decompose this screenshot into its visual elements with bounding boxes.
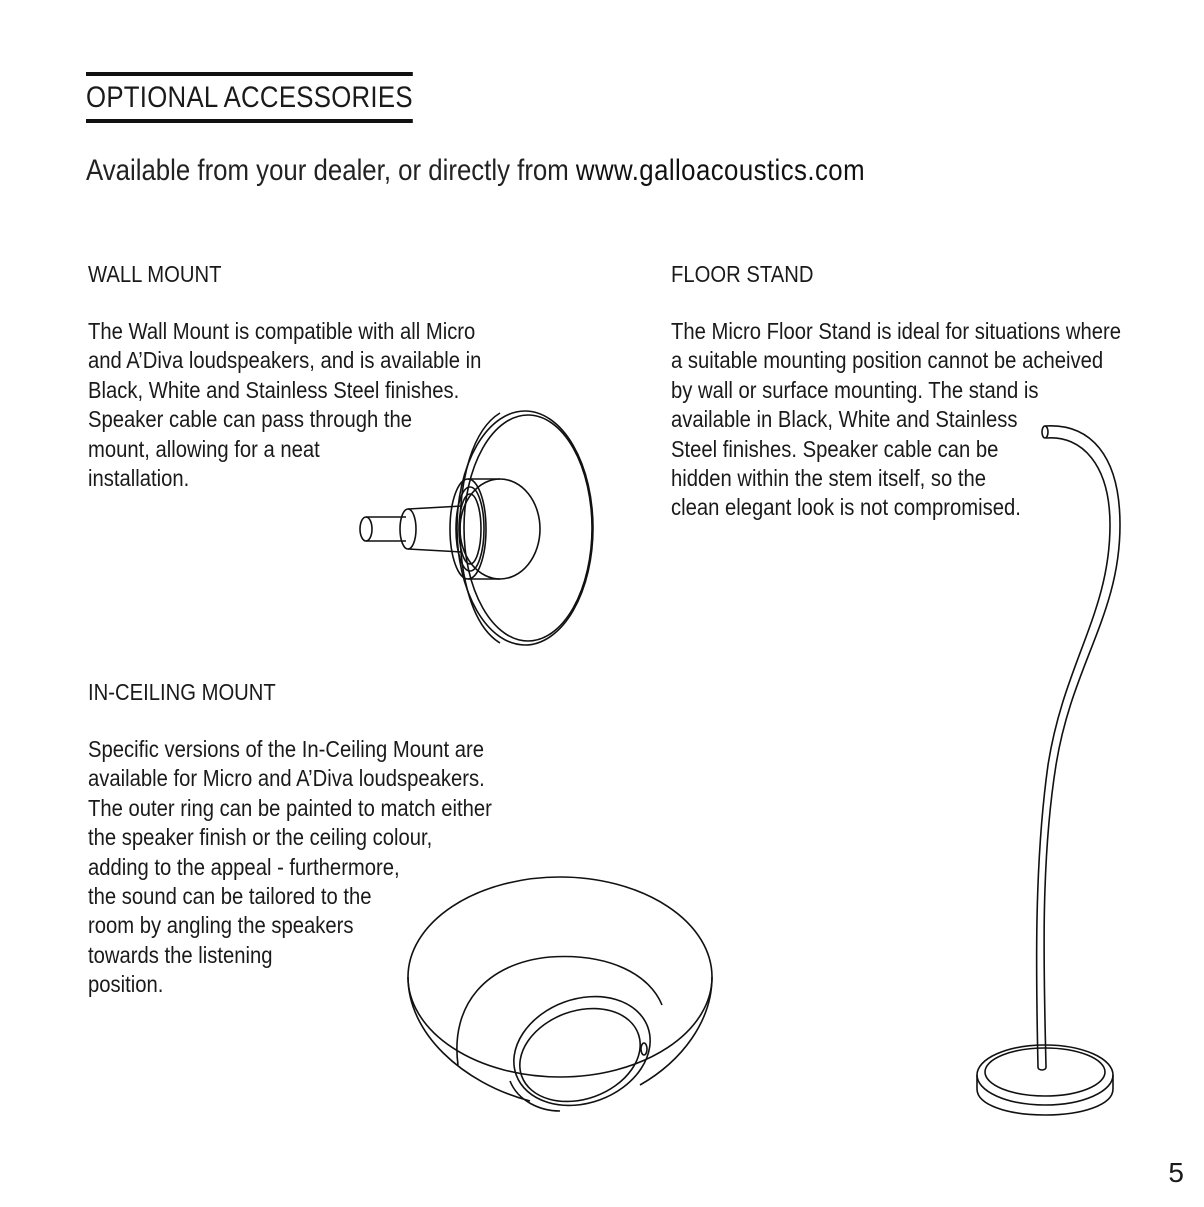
- text-line: adding to the appeal - furthermore,: [88, 853, 400, 880]
- floor-stand-heading: FLOOR STAND: [671, 261, 814, 287]
- text-line: Black, White and Stainless Steel finishes.: [88, 376, 460, 403]
- text-line: Speaker cable can pass through the: [88, 406, 413, 433]
- text-line: a suitable mounting position cannot be acheived: [671, 347, 1104, 374]
- text-line: mount, allowing for a neat: [88, 435, 320, 462]
- subtitle: [86, 152, 865, 190]
- text-line: The Wall Mount is compatible with all Micro: [88, 318, 476, 344]
- text-line: by wall or surface mounting. The stand is: [671, 376, 1039, 403]
- text-line: position.: [88, 971, 164, 998]
- text-line: available for Micro and A’Diva loudspeakers.: [88, 765, 485, 792]
- text-line: the speaker finish or the ceiling colour,: [88, 824, 433, 851]
- text-line: the sound can be tailored to the: [88, 883, 372, 910]
- in-ceiling-mount-heading: IN-CEILING MOUNT: [88, 679, 276, 705]
- website-url: www.galloacoustics.com: [575, 154, 865, 187]
- wall-mount-heading: WALL MOUNT: [88, 261, 222, 287]
- page-number: 5: [1168, 1157, 1184, 1188]
- text-line: The Micro Floor Stand is ideal for situations where: [671, 318, 1121, 344]
- text-line: available in Black, White and Stainless: [671, 406, 1018, 433]
- text-line: Steel finishes. Speaker cable can be: [671, 435, 999, 462]
- text-line: installation.: [88, 465, 190, 492]
- text-line: The outer ring can be painted to match either: [88, 794, 492, 821]
- wall-mount-illustration: [350, 405, 600, 655]
- text-line: and A’Diva loudspeakers, and is available in: [88, 347, 482, 374]
- text-line: Specific versions of the In-Ceiling Mount are: [88, 736, 484, 762]
- subtitle-text: Available from your dealer, or directly from: [86, 154, 576, 187]
- page-title: OPTIONAL ACCESSORIES: [86, 72, 413, 123]
- text-line: clean elegant look is not compromised.: [671, 494, 1021, 521]
- text-line: hidden within the stem itself, so the: [671, 465, 987, 492]
- in-ceiling-mount-illustration: [400, 865, 720, 1125]
- text-line: towards the listening: [88, 941, 273, 968]
- floor-stand-illustration: [960, 415, 1140, 1125]
- text-line: room by angling the speakers: [88, 912, 354, 939]
